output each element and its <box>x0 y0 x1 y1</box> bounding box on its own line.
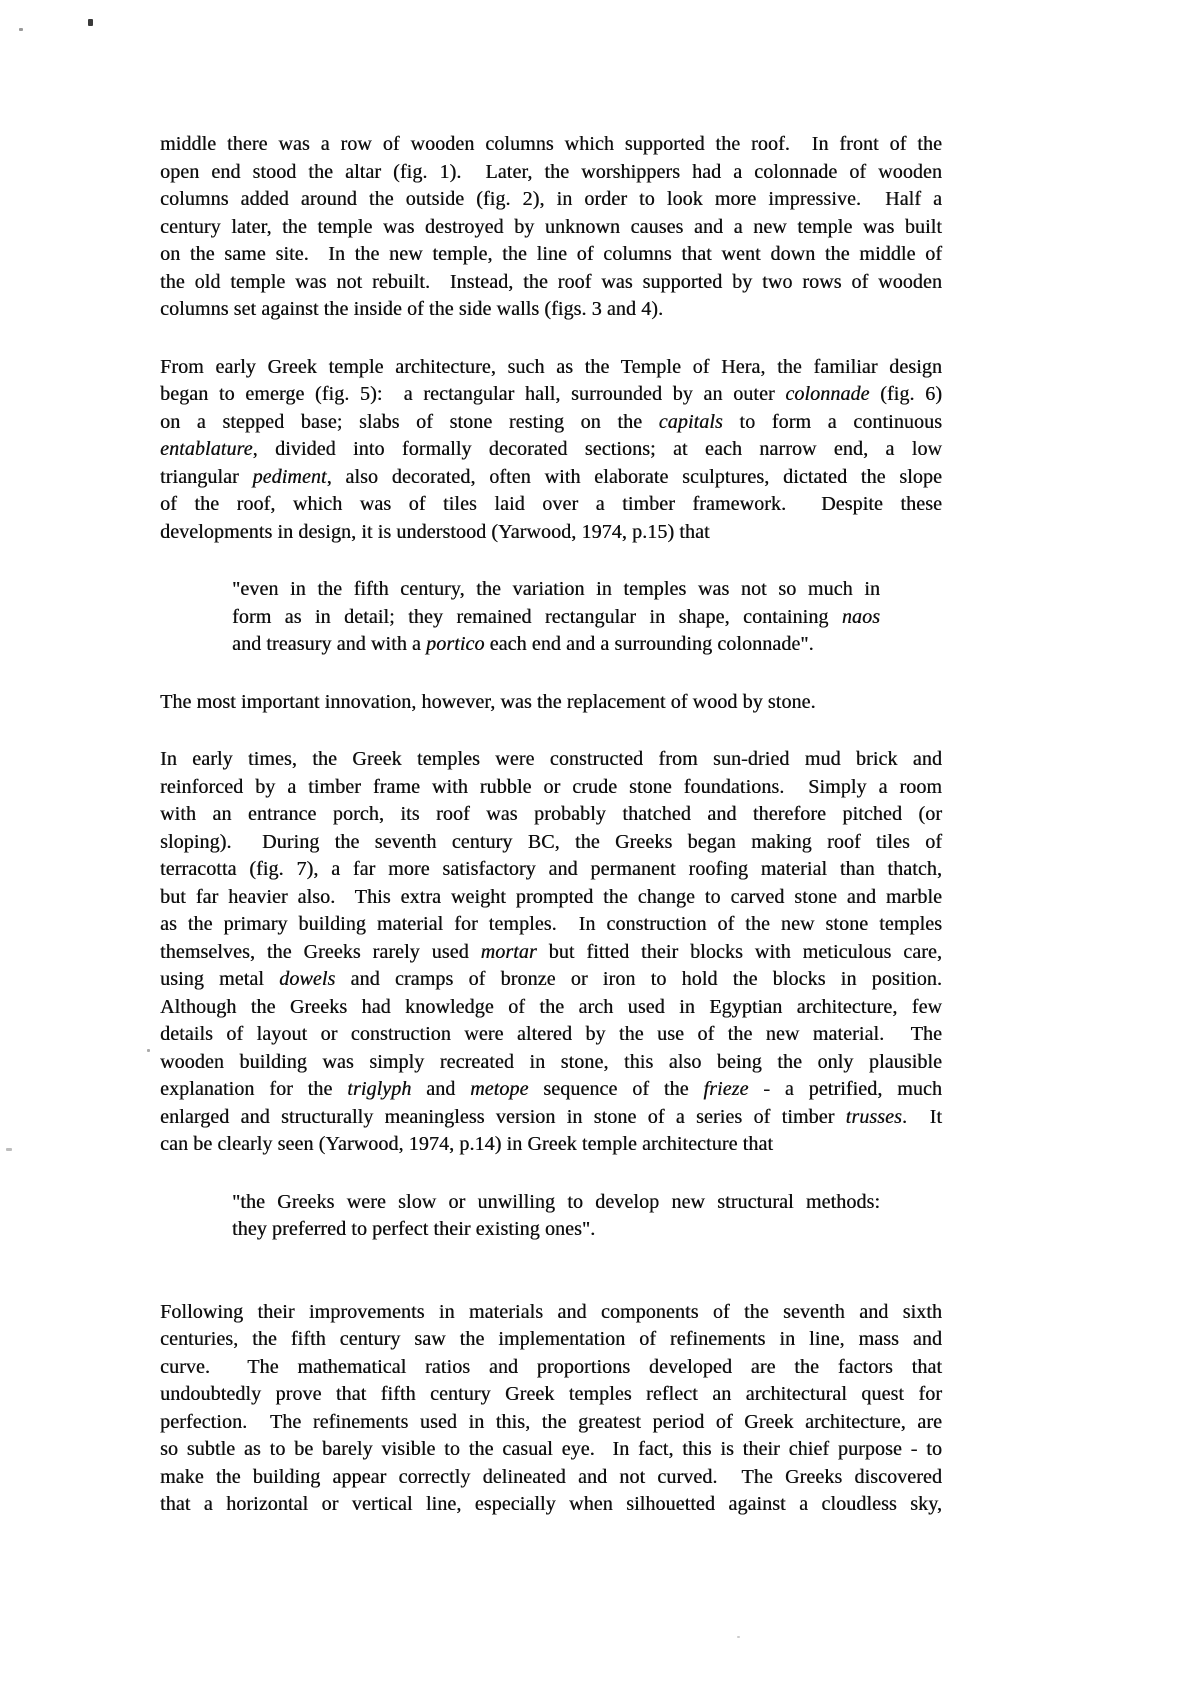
text-line: undoubtedly prove that fifth century Greek temples reflect an architectural quest for <box>160 1383 942 1405</box>
block-quote <box>232 1189 880 1244</box>
text-line: wooden building was simply recreated in stone, this also being the only plausible <box>160 1050 942 1073</box>
scan-artifact <box>147 1049 150 1052</box>
scan-artifact <box>737 1636 740 1638</box>
paragraph <box>160 689 942 717</box>
text-line: as the primary building material for temples. In construction of the new stone temples <box>160 913 942 935</box>
text-line: The most important innovation, however, was the replacement of wood by stone. <box>160 690 816 713</box>
text-line: explanation for the triglyph and metope sequence of the frieze - a petrified, much <box>160 1078 942 1100</box>
text-line: the old temple was not rebuilt. Instead, the roof was supported by two rows of wooden <box>160 270 942 293</box>
text-line: century later, the temple was destroyed by unknown causes and a new temple was built <box>160 215 942 238</box>
text-line: perfection. The refinements used in this, the greatest period of Greek architecture, are <box>160 1410 942 1433</box>
text-line: that a horizontal or vertical line, especially when silhouetted against a cloudless sky, <box>160 1493 942 1515</box>
text-line: make the building appear correctly delineated and not curved. The Greeks discovered <box>160 1465 942 1488</box>
text-line: of the roof, which was of tiles laid over a timber framework. Despite these <box>160 493 942 515</box>
text-line: middle there was a row of wooden columns which supported the roof. In front of the <box>160 133 942 155</box>
text-line: open end stood the altar (fig. 1). Later, the worshippers had a colonnade of wooden <box>160 160 942 183</box>
block-quote <box>232 576 880 659</box>
text-line: began to emerge (fig. 5): a rectangular hall, surrounded by an outer colonnade (fig. 6) <box>160 383 942 405</box>
text-line: From early Greek temple architecture, such as the Temple of Hera, the familiar design <box>160 355 942 378</box>
text-line: using metal dowels and cramps of bronze or iron to hold the blocks in position. <box>160 968 942 990</box>
page-content <box>160 131 942 1519</box>
text-line: centuries, the fifth century saw the implementation of refinements in line, mass and <box>160 1328 942 1350</box>
paragraph <box>160 354 942 547</box>
text-line: themselves, the Greeks rarely used mortar but fitted their blocks with meticulous care, <box>160 940 943 963</box>
scan-artifact <box>19 28 23 31</box>
text-line: Following their improvements in materials and components of the seventh and sixth <box>160 1300 942 1323</box>
text-line: Although the Greeks had knowledge of the arch used in Egyptian architecture, few <box>160 995 942 1018</box>
text-line: on the same site. In the new temple, the line of columns that went down the middle of <box>160 243 942 265</box>
text-line: they preferred to perfect their existing ones". <box>232 1218 596 1240</box>
paragraph <box>160 131 942 324</box>
text-line: on a stepped base; slabs of stone resting on the capitals to form a continuous <box>160 410 942 433</box>
text-line: entablature, divided into formally decorated sections; at each narrow end, a low <box>160 438 942 460</box>
text-line: triangular pediment, also decorated, often with elaborate sculptures, dictated the slope <box>160 465 942 488</box>
text-line: so subtle as to be barely visible to the casual eye. In fact, this is their chief purpose - to <box>160 1438 942 1460</box>
text-line: sloping). During the seventh century BC, the Greeks began making roof tiles of <box>160 830 942 853</box>
text-line: developments in design, it is understood (Yarwood, 1974, p.15) that <box>160 520 710 543</box>
text-line: columns set against the inside of the side walls (figs. 3 and 4). <box>160 298 664 320</box>
text-line: "the Greeks were slow or unwilling to develop new structural methods: <box>232 1190 880 1213</box>
text-line: form as in detail; they remained rectangular in shape, containing naos <box>232 605 880 628</box>
text-line: details of layout or construction were altered by the use of the new material. The <box>160 1023 942 1045</box>
text-line: with an entrance porch, its roof was probably thatched and therefore pitched (or <box>160 803 942 825</box>
text-line: columns added around the outside (fig. 2), in order to look more impressive. Half a <box>160 188 942 210</box>
text-line: terracotta (fig. 7), a far more satisfactory and permanent roofing material than thatch, <box>160 858 942 880</box>
text-line: and treasury and with a portico each end and a surrounding colonnade". <box>232 633 814 655</box>
paragraph <box>160 746 942 1159</box>
text-line: reinforced by a timber frame with rubble or crude stone foundations. Simply a room <box>160 775 942 798</box>
scan-artifact <box>6 1148 12 1151</box>
text-line: enlarged and structurally meaningless version in stone of a series of timber trusses. It <box>160 1105 942 1128</box>
text-line: In early times, the Greek temples were constructed from sun-dried mud brick and <box>160 748 942 770</box>
text-line: but far heavier also. This extra weight prompted the change to carved stone and marble <box>160 885 942 908</box>
text-line: curve. The mathematical ratios and proportions developed are the factors that <box>160 1355 942 1378</box>
text-line: can be clearly seen (Yarwood, 1974, p.14) in Greek temple architecture that <box>160 1133 774 1155</box>
paragraph <box>160 1299 942 1519</box>
text-line: "even in the fifth century, the variation in temples was not so much in <box>232 578 880 600</box>
scan-artifact <box>88 19 93 26</box>
